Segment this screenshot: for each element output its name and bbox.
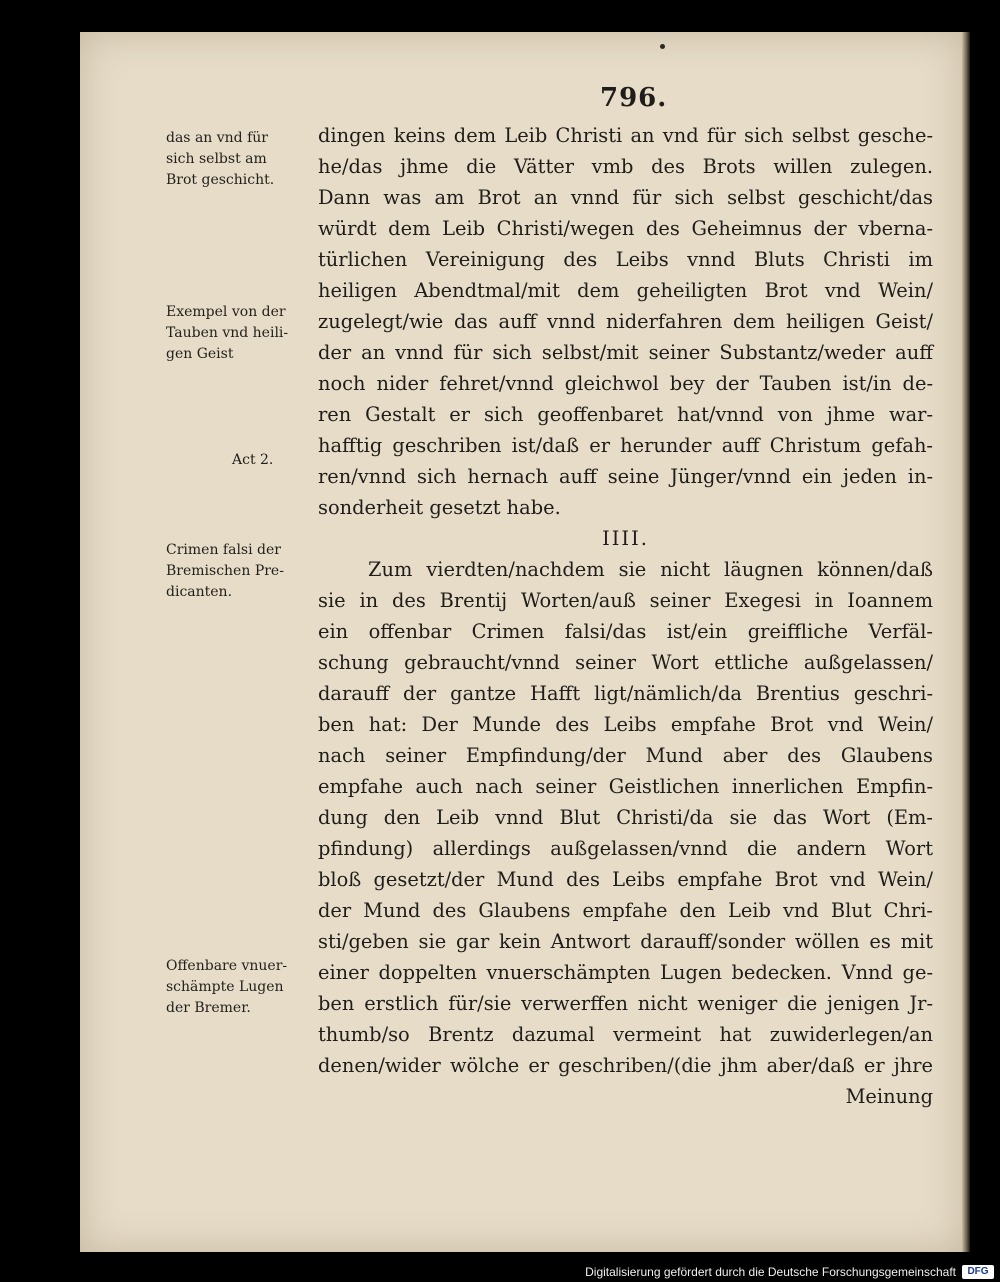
dfg-logo-icon: DFG	[962, 1265, 994, 1279]
text-line: ren Gestalt er sich geoffenbaret hat/vnnd von jhme war-	[318, 403, 933, 426]
text-line: bloß gesetzt/der Mund des Leibs empfahe Brot vnd Wein/	[318, 868, 933, 891]
text-line: noch nider fehret/vnnd gleichwol bey der Tauben ist/in de-	[318, 372, 933, 395]
text-line: zugelegt/wie das auff vnnd niderfahren dem heiligen Geist/	[318, 310, 933, 333]
text-line: würdt dem Leib Christi/wegen des Geheimnus der vberna-	[318, 217, 933, 240]
margin-note-line: das an vnd für	[166, 130, 268, 146]
margin-note-line: Exempel von der	[166, 304, 286, 320]
text-line: darauff der gantze Hafft ligt/nämlich/da Brentius geschri-	[318, 682, 933, 705]
main-text-block	[318, 120, 933, 1112]
margin-note-line: schämpte Lugen	[166, 979, 284, 995]
text-line: Dann was am Brot an vnnd für sich selbst geschicht/das	[318, 186, 933, 209]
text-line: sti/geben sie gar kein Antwort darauff/sonder wöllen es mit	[318, 930, 933, 953]
text-line: türlichen Vereinigung des Leibs vnnd Bluts Christi im	[318, 248, 933, 271]
text-line: sonderheit gesetzt habe.	[318, 496, 561, 519]
text-line: pfindung) allerdings außgelassen/vnnd die andern Wort	[318, 837, 933, 860]
margin-note-bread	[166, 128, 306, 191]
page-edge	[962, 32, 970, 1252]
margin-note-bremer	[166, 956, 306, 1019]
text-line: Zum vierdten/nachdem sie nicht läugnen können/daß	[368, 558, 933, 581]
text-line: nach seiner Empfindung/der Mund aber des Glaubens	[318, 744, 933, 767]
text-line: heiligen Abendtmal/mit dem geheiligten Brot vnd Wein/	[318, 279, 933, 302]
section-heading: IIII.	[602, 527, 649, 550]
margin-note-line: der Bremer.	[166, 1000, 251, 1016]
text-line: ben erstlich für/sie verwerffen nicht weniger die jenigen Jr-	[318, 992, 933, 1015]
text-line: ben hat: Der Munde des Leibs empfahe Brot vnd Wein/	[318, 713, 933, 736]
text-line: dung den Leib vnnd Blut Christi/da sie das Wort (Em-	[318, 806, 933, 829]
margin-note-line: Tauben vnd heili-	[166, 325, 289, 341]
ink-speck	[660, 44, 665, 49]
margin-note-line: Act 2.	[232, 452, 274, 468]
text-line: ren/vnnd sich hernach auff seine Jünger/vnnd ein jeden in-	[318, 465, 933, 488]
margin-note-line: Offenbare vnuer-	[166, 958, 288, 974]
text-line: schung gebraucht/vnnd seiner Wort ettliche außgelassen/	[318, 651, 933, 674]
footer-bar	[0, 1262, 1000, 1282]
funding-credit: Digitalisierung gefördert durch die Deutsche Forschungsgemeinschaft	[585, 1265, 956, 1279]
text-line: thumb/so Brentz dazumal vermeint hat zuwiderlegen/an	[318, 1023, 933, 1046]
text-line: der Mund des Glaubens empfahe den Leib vnd Blut Chri-	[318, 899, 933, 922]
margin-note-line: sich selbst am	[166, 151, 267, 167]
text-line: der an vnnd für sich selbst/mit seiner Substantz/weder auff	[318, 341, 933, 364]
text-line: sie in des Brentij Worten/auß seiner Exegesi in Ioannem	[318, 589, 933, 612]
text-line: he/das jhme die Vätter vmb des Brots willen zulegen.	[318, 155, 933, 178]
text-line: einer doppelten vnuerschämpten Lugen bedecken. Vnnd ge-	[318, 961, 933, 984]
catchword: Meinung	[845, 1085, 933, 1108]
text-line: dingen keins dem Leib Christi an vnd für sich selbst gesche-	[318, 124, 933, 147]
page-number: 796.	[600, 83, 668, 113]
text-line: empfahe auch nach seiner Geistlichen innerlichen Empfin-	[318, 775, 933, 798]
margin-note-dove	[166, 302, 306, 365]
margin-note-crimen	[166, 540, 306, 603]
margin-note-acts	[232, 450, 312, 471]
margin-note-line: Brot geschicht.	[166, 172, 275, 188]
margin-note-line: Bremischen Pre-	[166, 563, 284, 579]
text-line: denen/wider wölche er geschriben/(die jhm aber/daß er jhre	[318, 1054, 933, 1077]
margin-note-line: Crimen falsi der	[166, 542, 281, 558]
margin-note-line: dicanten.	[166, 584, 233, 600]
text-line: hafftig geschriben ist/daß er herunder auff Christum gefah-	[318, 434, 933, 457]
text-line: ein offenbar Crimen falsi/das ist/ein greiffliche Verfäl-	[318, 620, 933, 643]
margin-note-line: gen Geist	[166, 346, 234, 362]
